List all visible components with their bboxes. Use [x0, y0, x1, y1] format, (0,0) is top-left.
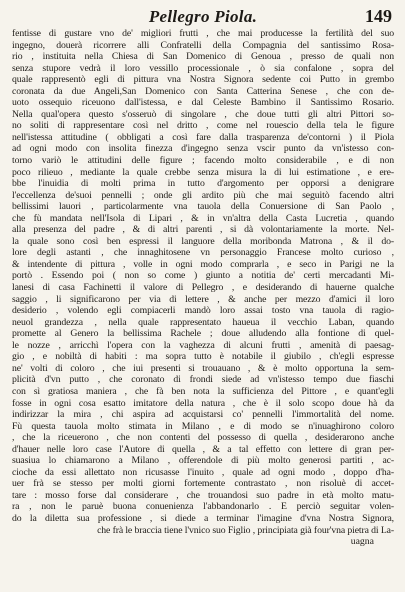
text-line: fentisse di gustare vno de' migliori frutti , che mai producesse la fertilità del suo [12, 28, 394, 39]
text-line: desiderio , volendo egli compiacerli mandò loro assai tosto vna tauola di ragio- [12, 305, 394, 317]
running-head: Pellegro Piola. [148, 7, 258, 26]
text-line: bellissimi lauori , particolarmente vna tauola della Conuersione di San Paolo , [12, 201, 394, 213]
text-line: rio , instituita nella Chiesa di San Domenico di Genoua , presso de quali non [12, 51, 394, 63]
text-line: coronata da due Angeli,San Domenico con Santa Catterina Senese , che con de- [12, 85, 394, 97]
text-line: Fù questa tauola molto stimata in Milano , e di modo se n'inuaghirono coloro [12, 420, 394, 432]
text-line: fosse in ogni cosa esatto imitatore della natura , che è il solo scopo doue hà da [12, 397, 394, 409]
text-line: saggio , li significarono per via di lettere , & anche per mezzo d'amici il loro [12, 293, 394, 305]
text-line: uer frà se stesso per molti giorni fortemente contrastato , non risoluè di accet- [12, 478, 394, 490]
text-line: quale rappresentò egli di pittura vna Nostra Signora sedente coi Putto in grembo [12, 74, 394, 86]
text-line: do la diletta sua professione , si diede a terminar l'imagine d'vna Nostra Signora, [12, 512, 394, 524]
page-header [12, 6, 394, 28]
text-line: ne' volti di coloro , che iui presenti si trouauano , & è molto opportuna la sem- [12, 362, 394, 374]
text-line: plicità d'vn putto , che coronato di frondi siede ad vn'istesso tempo due fiaschi [12, 374, 394, 386]
text-line: ingegno, douerà ricorrere alli Confratelli della Compagnia del santissimo Rosa- [12, 39, 394, 51]
text-line: poco rilieuo , mediante la quale crebbe senza misura la di lui estimatione , e ere- [12, 166, 394, 178]
text-line: senza stupore vedrà il loro vessillo processionale , ò sia confalone , sopra del [12, 62, 394, 74]
text-line: no soliti di rappresentare così nel dritto , come nel rouescio della tela le figure [12, 120, 394, 132]
text-line: nell'istessa attitudine ( obbligati a così fare dalla trasparenza de'contorni ) il Piola [12, 131, 394, 143]
text-line: bbe l'inuidia di molti prima in tutto d'argomento per opporsi a denigrare [12, 178, 394, 190]
text-line: lanesi di casa Fachinetti il valore di Pellegro , e desiderando di hauerne qualche [12, 282, 394, 294]
page-number: 149 [365, 6, 392, 26]
text-line: che frà le braccia tiene l'vnico suo Figlio , principiata già four'vna pietra di La- [97, 524, 394, 536]
text-line: & intendente di pittura , volle in ogni modo comprarla , e seco in Parigi ne la [12, 258, 394, 270]
text-line: lore degli astanti , che innaghitosene vn personaggio Francese molto curioso , [12, 247, 394, 259]
text-line: alla presenza del padre , & di altri parenti , si dà volontariamente la morte. Nel- [12, 224, 394, 236]
text-line: portò . Essendo poi ( non so come ) giunto a notitia de' certi mercadanti Mi- [12, 270, 394, 282]
text-line: suasiua lo chiamarono a Milano , offerendole di più molto generosi partiti , ac- [12, 455, 394, 467]
text-line: promette al Genero la bellissima Rachele ; doue alludendo alla fontione di quel- [12, 328, 394, 340]
body-text [12, 28, 394, 536]
text-line: l'eccellenza de'suoi pennelli ; onde gli ardito più che mai seguitò facendo altri [12, 189, 394, 201]
text-line: che fù mandata nell'Isola di Lipari , & in vn'altra della Casta Lucretia , quando [12, 212, 394, 224]
text-line: uoto ossequio riceuono dall'istessa, e dal Celeste Bambino il Santissimo Rosario. [12, 97, 394, 109]
text-line: ra , non le paruè buona conuenienza l'abbandonarlo . E perciò seguitar volen- [12, 501, 394, 513]
text-line: le nozze , arricchì l'opera con la vaghezza di alcuni frutti , amenità di paesag- [12, 339, 394, 351]
text-line: cioche da essi allettato non ricusasse l'inuito , quale ad ogni modo , doppo d'ha- [12, 466, 394, 478]
text-line: con sì gratiosa maniera , che fà ben nota la sufficienza del Pittore , e quant'egli [12, 385, 394, 397]
text-line: torno variò le attitudini delle figure ; facendo molto considerabile , e di non [12, 155, 394, 167]
text-line: Nella qual'opera questo s'osseruò di singolare , che doue tutti gli altri Pittori so- [12, 108, 394, 120]
text-line: neuol grandezza , nella quale rappresentato haueua il vecchio Laban, quando [12, 316, 394, 328]
text-line: tare : mosso forse dal considerare , che trouandosi suo padre in età molto matu- [12, 489, 394, 501]
text-line: d'hauer nelle loro case l'Autore di quella , & a tal effetto con lettere di gran per- [12, 443, 394, 455]
text-line: ad ogni modo con insolita finezza d'ingegno senza vscir punto da vn'istesso con- [12, 143, 394, 155]
catchword: uagna [350, 536, 374, 548]
text-line: , che la riceuerono , che non contenti del possesso di quella , desiderarono anche [12, 432, 394, 444]
text-line: la quale sono così ben espressi il languore della moribonda Matrona , & il do- [12, 235, 394, 247]
text-line: gio , e nobiltà di habiti : ma sopra tutto è notabile il giubilo , ch'egli espresse [12, 351, 394, 363]
text-line: indirizzar la mira , chi aspira ad acquistarsi co' pennelli l'immortalità del nome. [12, 409, 394, 421]
